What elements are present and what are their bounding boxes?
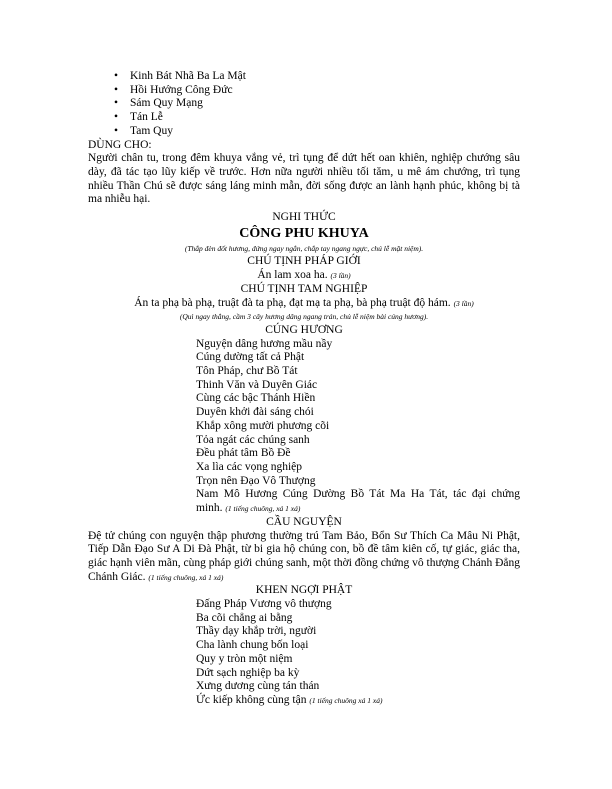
bell-note: (1 tiếng chuông, xá 1 xá) <box>225 504 301 514</box>
list-item: • Tán Lễ <box>130 111 520 125</box>
verse-line: Cha lành chung bốn loại <box>196 639 309 652</box>
list-item: • Kinh Bát Nhã Ba La Mật <box>130 70 520 84</box>
verse-line: Thầy dạy khắp trời, người <box>196 625 317 638</box>
dung-cho-heading: DÙNG CHO: <box>88 138 152 151</box>
dung-cho-text: Người chân tu, trong đêm khuya vắng vẻ, trì tụng để dứt hết oan khiên, nghiệp chướng sâu dày, đã tác tạo lũy kiếp về trước. Hơn nữa người nhiều tối tăm, u mê ám chướng, trì tụng nhiều Thần Chú sẽ được sáng láng minh mẫn, đời sống được an lành hạnh phúc, không bị tà ma nhiễu hại. <box>88 152 520 206</box>
verse-closing: Nam Mô Hương Cúng Dường Bồ Tát Ma Ha Tát, tác đại chứng <box>196 488 520 501</box>
khen-ngoi-phat-verse <box>196 598 520 708</box>
cau-nguyen-paragraph <box>88 530 520 585</box>
verse-line: Thinh Văn và Duyên Giác <box>196 378 318 391</box>
verse-line: Nguyện dâng hương mầu nầy <box>196 337 333 350</box>
verse-line: Ba cõi chẳng ai bằng <box>196 611 293 624</box>
chant-list <box>88 70 520 139</box>
verse-line: Trọn nên Đạo Vô Thượng <box>196 474 316 487</box>
cau-nguyen-heading: CẦU NGUYỆN <box>266 515 342 528</box>
chu-tinh-phap-gioi-heading: CHÚ TỊNH PHÁP GIỚI <box>247 255 361 268</box>
list-item: • Sám Quy Mạng <box>130 97 520 111</box>
chu-tinh-tam-nghiep-heading: CHÚ TỊNH TAM NGHIỆP <box>240 282 368 295</box>
verse-line: Cùng các bậc Thánh Hiền <box>196 392 316 405</box>
verse-line: Tôn Pháp, chư Bồ Tát <box>196 365 298 378</box>
repeat-note: (3 lần) <box>330 271 351 281</box>
cung-huong-verse <box>196 338 520 516</box>
closing-end-text: minh. <box>196 502 223 515</box>
cung-huong-heading: CÚNG HƯƠNG <box>265 323 343 336</box>
verse-line: Dứt sạch nghiệp ba kỳ <box>196 666 300 679</box>
ceremony-title: CÔNG PHU KHUYA <box>239 225 369 241</box>
bell-note: (1 tiếng chuông, xá 1 xá) <box>148 572 224 582</box>
verse-last-line <box>196 694 520 708</box>
chu-tinh-tam-nghiep-line <box>88 297 520 311</box>
list-item: • Tam Quy <box>130 125 520 139</box>
verse-closing-end <box>196 502 520 516</box>
ceremony-instruction: (Thắp đèn đốt hương, đứng ngay ngắn, chắp tay ngang ngực, chú lễ mặt niệm). <box>184 243 424 253</box>
mantra-text: Án lam xoa ha. <box>257 269 328 282</box>
prayer-text: Đệ tử chúng con nguyện thập phương thường trú Tam Bảo, Bổn Sư Thích Ca Mâu Ni Phật, Tiếp Dẫn Đạo Sư A Di Đà Phật, từ bi gia hộ chúng con, bồ đề tâm kiên cố, tự giác, giác tha, giác hạnh viên mãn, cùng pháp giới chúng sanh, một thời đồng chứng vô thượng Chánh Đẳng Chánh Giác. <box>88 529 520 583</box>
bell-note: (1 tiếng chuông xá 1 xá) <box>309 695 383 705</box>
page-content <box>88 70 520 708</box>
khen-ngoi-phat-heading: KHEN NGỢI PHẬT <box>255 584 353 597</box>
verse-line: Cúng dường tất cả Phật <box>196 351 305 364</box>
mantra-text: Án ta phạ bà phạ, truật đà ta phạ, đạt mạ ta phạ, bà phạ truật độ hám. <box>134 296 451 309</box>
verse-line: Khắp xông mười phương cõi <box>196 419 330 432</box>
chu-tinh-phap-gioi-line <box>88 269 520 283</box>
verse-line: Đều phát tâm Bồ Đề <box>196 447 291 460</box>
verse-line: Xưng dương cùng tán thán <box>196 680 320 693</box>
verse-line: Quy y tròn một niệm <box>196 652 293 665</box>
ceremony-heading: NGHI THỨC <box>272 211 336 224</box>
list-item: • Hồi Hướng Công Đức <box>130 84 520 98</box>
verse-line: Tỏa ngát các chúng sanh <box>196 433 310 446</box>
verse-line: Đấng Pháp Vương vô thượng <box>196 598 332 611</box>
repeat-note: (3 lần) <box>453 298 474 308</box>
verse-line: Duyên khởi đài sáng chói <box>196 406 314 419</box>
verse-line: Xa lìa các vọng nghiệp <box>196 460 303 473</box>
verse-line-text: Ức kiếp không cùng tận <box>196 693 307 706</box>
offering-instruction: (Quì ngay thẳng, cầm 3 cây hương dâng ngang trán, chủ lễ niệm bài cúng hương). <box>179 312 429 322</box>
